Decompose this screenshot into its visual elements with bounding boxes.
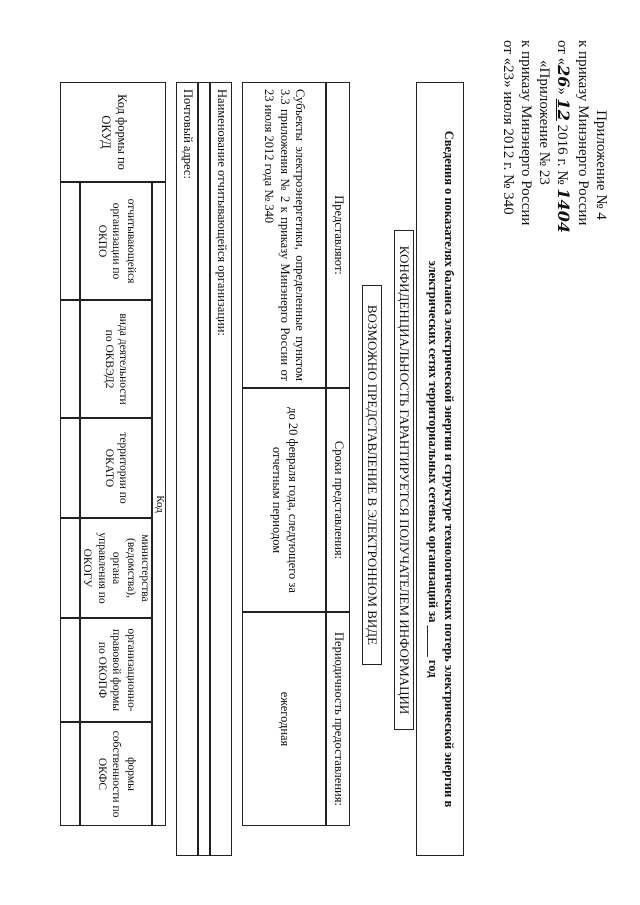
okopf-cell: организационно-правовой формы по ОКОПФ [80,618,152,722]
okato-value [60,418,80,518]
okfs-value [60,722,80,826]
cell-periodicity: ежегодная [242,612,326,826]
okogu-cell: министерства (ведомства), органа управления по ОКОГУ [80,518,152,618]
form-title: Сведения о показателях баланса электрической энергии и структуре технологических потерь электрической энергии в электрических сетях территориальных сетевых организаций за _____ год [416,82,464,856]
appendix-title: Приложение № 4 [593,110,609,220]
electronic-form-notice: ВОЗМОЖНО ПРЕДСТАВЛЕНИЕ В ЭЛЕКТРОННОМ ВИДЕ [362,285,382,665]
okfs-cell: формы собственности по ОКФС [80,722,152,826]
cell-subjects: Субъекты электроэнергетики, определенные пунктом 3.3 приложения № 2 к приказу Минэнерго России от 23 июля 2012 года № 340 [242,82,326,388]
header-submitted-by: Представляют: [326,82,350,388]
handwritten-month: 12 [554,98,574,121]
appendix-prev-date: от «23» июля 2012 г. № 340 [499,40,516,215]
okogu-value [60,518,80,618]
appendix-prev-order: к приказу Минэнерго России [517,40,534,226]
org-name-spacer [198,82,210,856]
header-deadline: Сроки представления: [326,388,350,612]
okud-cell: Код формы по ОКУД [60,82,166,182]
confidentiality-notice: КОНФИДЕНЦИАЛЬНОСТЬ ГАРАНТИРУЕТСЯ ПОЛУЧАТЕЛЕМ ИНФОРМАЦИИ [394,230,414,730]
okopf-value [60,618,80,722]
handwritten-day: 26 [554,65,574,88]
okpo-cell: отчитывающейся организации по ОКПО [80,182,152,300]
appendix-date-line: от «26» 12 2016 г. № 1404 [554,40,574,233]
okato-cell: территории по ОКАТО [80,418,152,518]
handwritten-number: 1404 [554,188,574,233]
kod-header: Код [152,182,166,826]
appendix-block [498,40,610,270]
appendix-order-line: к приказу Минэнерго России [574,40,591,226]
okved-value [60,300,80,418]
appendix-prev-title: «Приложение № 23 [536,60,553,185]
okpo-value [60,182,80,300]
org-name-row: Наименование отчитывающейся организации: [210,82,232,856]
postal-address-row: Почтовый адрес: [176,82,198,856]
header-periodicity: Периодичность предоставления: [326,612,350,826]
okved-cell: вида деятельности по ОКВЭД2 [80,300,152,418]
cell-deadline: до 20 февраля года, следующего за отчетным периодом [242,388,326,612]
